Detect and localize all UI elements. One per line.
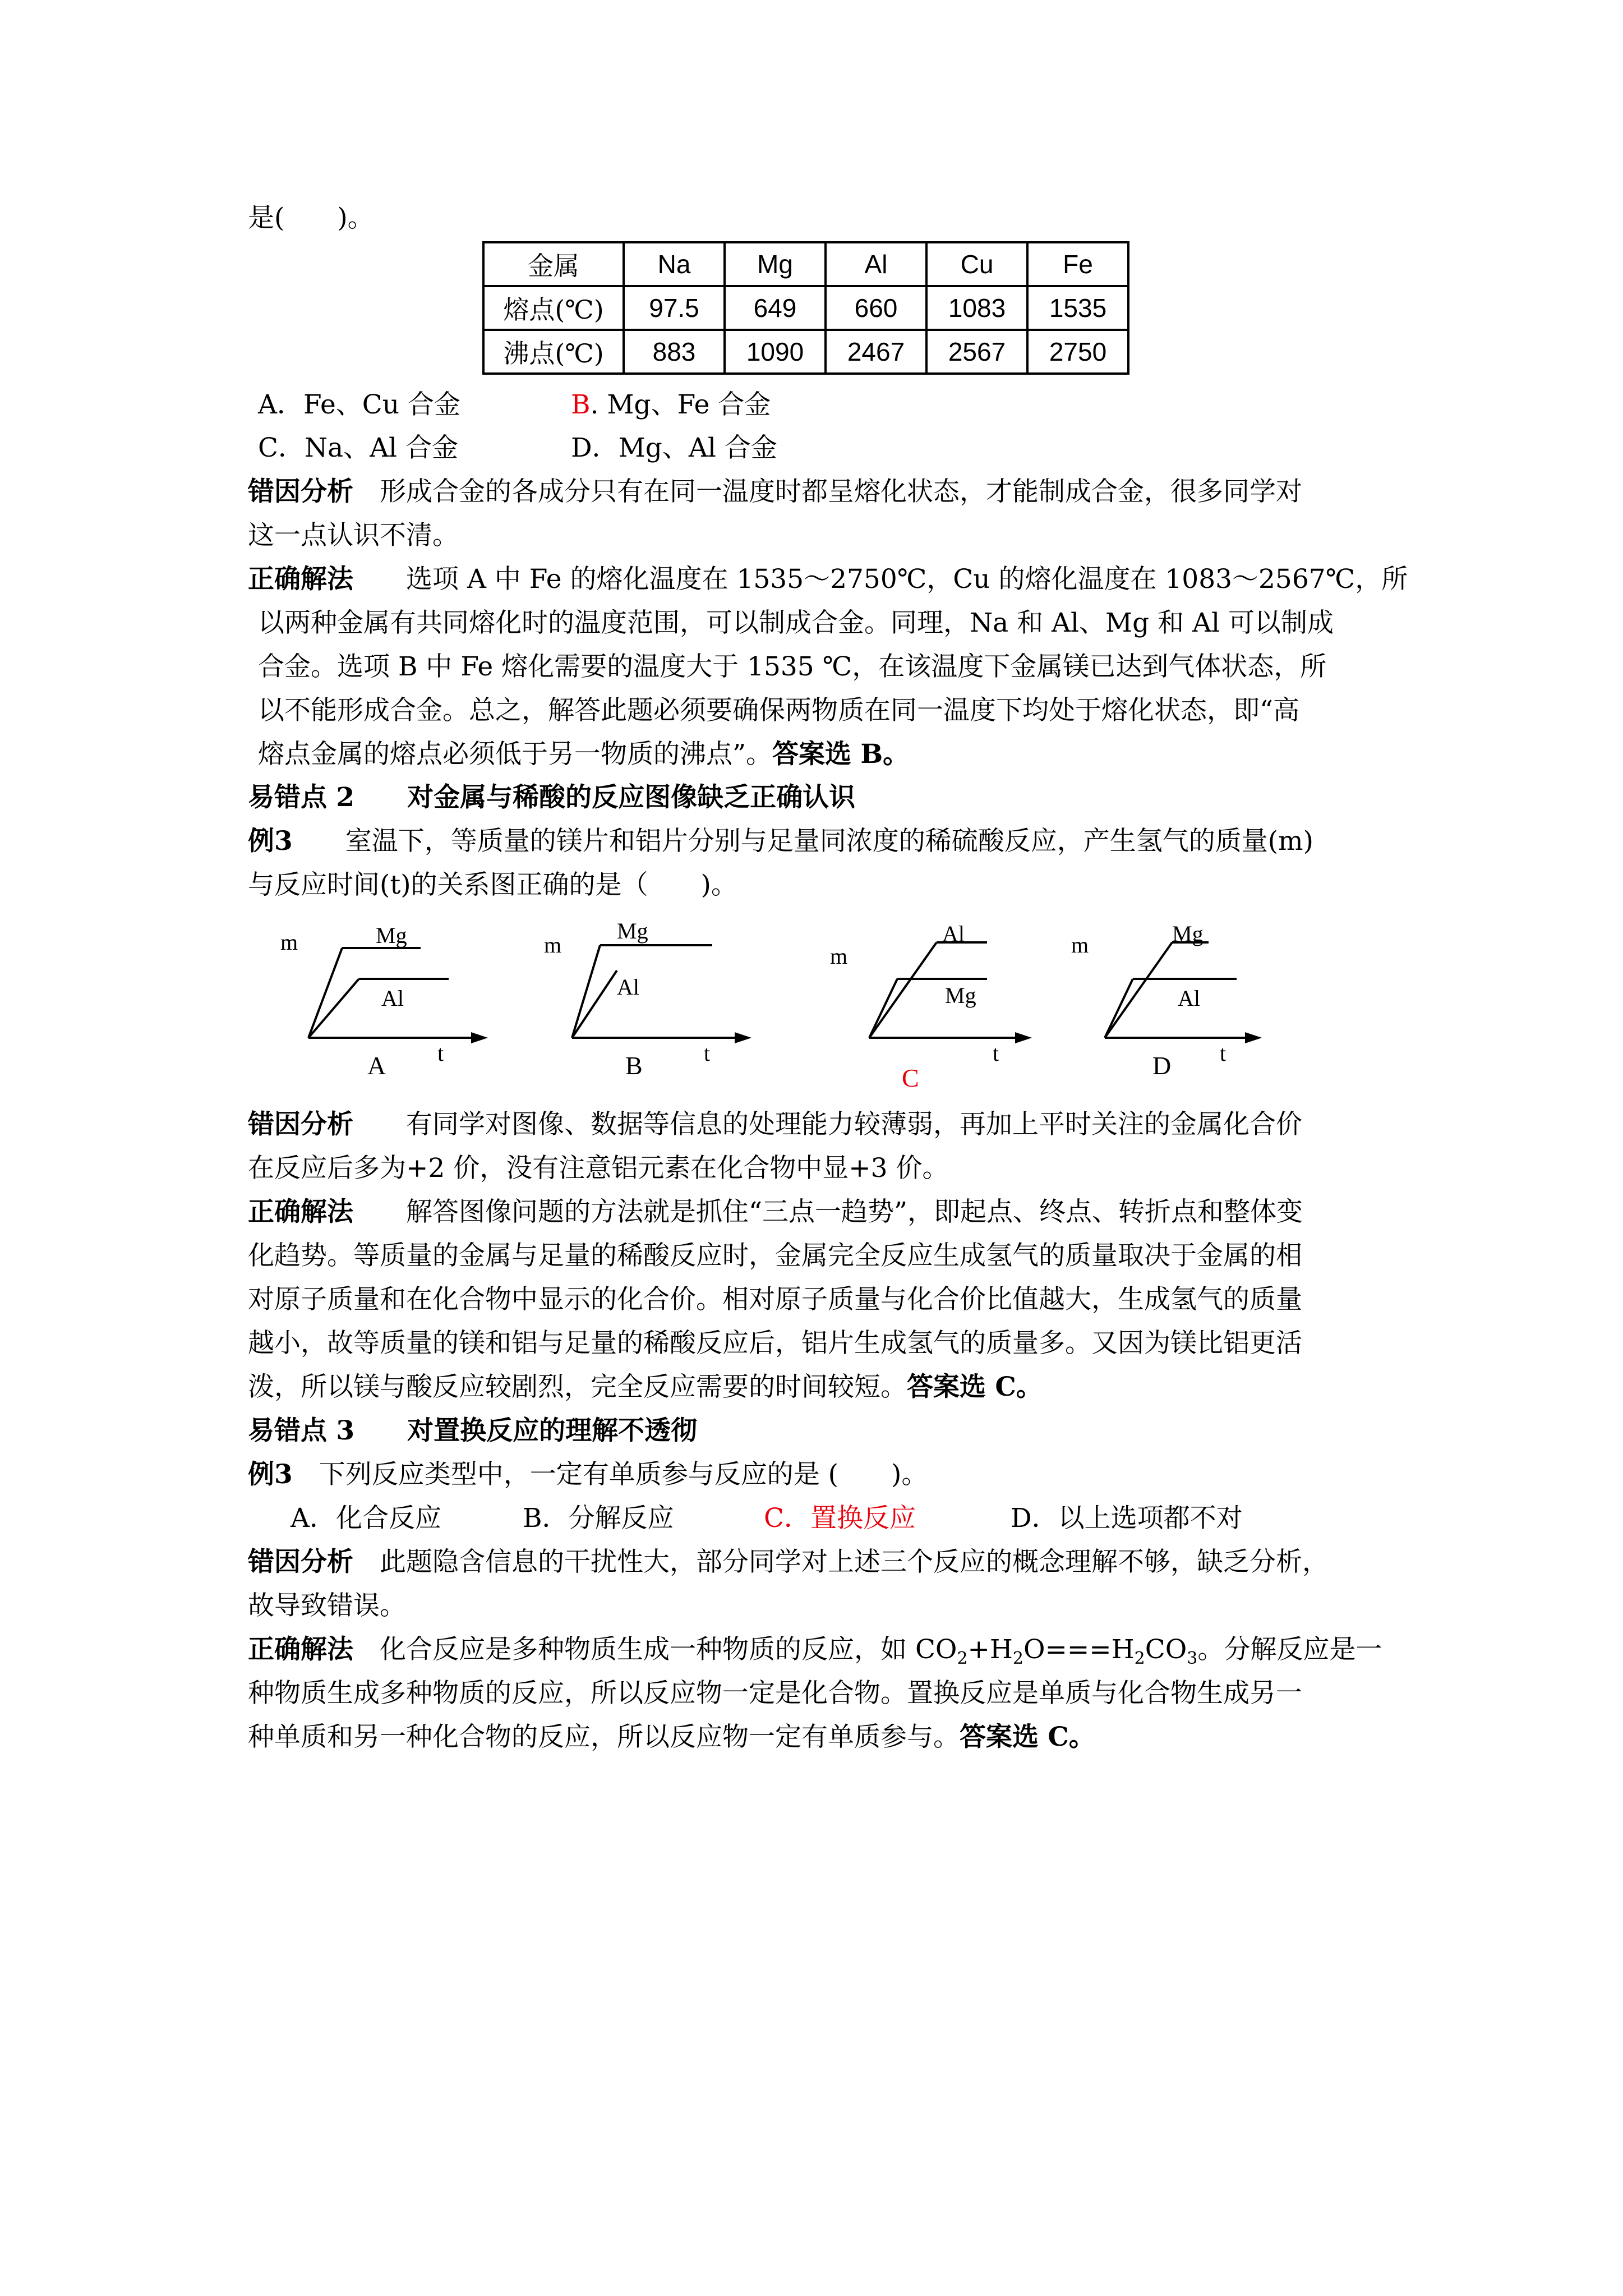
error-point-3-heading: 易错点 3 对置换反应的理解不透彻 <box>248 1415 698 1446</box>
table-cell: Al <box>826 242 926 286</box>
table-cell: Na <box>624 242 725 286</box>
solution-text: +H <box>967 1634 1013 1665</box>
mg-curve <box>308 948 342 1038</box>
solution-text: 种物质生成多种物质的反应，所以反应物一定是化合物。置换反应是单质与化合物生成另一 <box>248 1678 1302 1709</box>
solution-label: 正确解法 <box>248 1634 353 1665</box>
graph-letter: D <box>1152 1051 1172 1080</box>
solution-text: 解答图像问题的方法就是抓住“三点一趋势”，即起点、终点、转折点和整体变 <box>353 1197 1303 1227</box>
subscript: 2 <box>957 1649 968 1668</box>
solution-text: 以两种金属有共同熔化时的温度范围，可以制成合金。同理，Na 和 Al、Mg 和 Al 可以制成 <box>258 608 1334 638</box>
m-axis-label: m <box>1071 932 1089 958</box>
error-text: 故导致错误。 <box>248 1590 406 1621</box>
graph-letter-correct: C <box>902 1064 919 1092</box>
graph-b <box>533 909 780 1099</box>
mg-curve <box>572 945 600 1038</box>
t-axis-label: t <box>704 1041 711 1066</box>
solution-text: 。分解反应是一 <box>1197 1634 1382 1665</box>
q1-error-analysis <box>248 470 1414 558</box>
answer-text: 答案选 B。 <box>772 739 910 770</box>
solution-text: 合金。选项 B 中 Fe 熔化需要的温度大于 1535 ℃，在该温度下金属镁已达到气体状态，所 <box>258 651 1327 682</box>
t-axis-label: t <box>993 1041 999 1066</box>
upper-curve-label: Mg <box>617 918 648 944</box>
error-label: 错因分析 <box>248 476 353 507</box>
solution-text: 以不能形成合金。总之，解答此题必须要确保两物质在同一温度下均处于熔化状态，即“高 <box>258 695 1300 726</box>
solution-text: 熔点金属的熔点必须低于另一物质的沸点”。 <box>258 739 773 770</box>
graph-letter: B <box>625 1051 643 1080</box>
option-c: C．Na、Al 合金 <box>258 432 459 463</box>
solution-text: 选项 A 中 Fe 的熔化温度在 1535～2750℃，Cu 的熔化温度在 1083～2567℃，所 <box>353 564 1408 595</box>
option-a: A．化合反应 <box>291 1503 441 1534</box>
solution-text: 化趋势。等质量的金属与足量的稀酸反应时，金属完全反应生成氢气的质量取决于金属的相 <box>248 1240 1302 1271</box>
error-text: 有同学对图像、数据等信息的处理能力较薄弱，再加上平时关注的金属化合价 <box>353 1109 1302 1140</box>
reaction-graphs <box>264 909 1318 1099</box>
m-axis-label: m <box>544 932 562 958</box>
example-label: 例3 <box>248 826 293 857</box>
q2-correct-solution <box>248 1190 1414 1409</box>
al-curve <box>869 942 937 1038</box>
table-cell: 2750 <box>1027 330 1128 374</box>
al-curve <box>1105 979 1133 1038</box>
solution-text: O===H <box>1023 1634 1135 1665</box>
q1-correct-solution <box>248 558 1414 776</box>
example-3-question <box>248 820 1414 907</box>
table-header-row <box>483 242 1128 286</box>
table-cell: 649 <box>725 286 826 330</box>
table-cell: 2567 <box>926 330 1027 374</box>
intro-line: 是( )。 <box>248 203 374 233</box>
mg-curve <box>869 979 897 1038</box>
graph-c <box>819 909 1066 1099</box>
axis-arrow-icon <box>735 1032 751 1043</box>
error-label: 错因分析 <box>248 1547 353 1577</box>
option-b-text: . Mg、Fe 合金 <box>590 389 771 420</box>
subscript: 2 <box>1134 1649 1145 1668</box>
graph-a <box>264 909 510 1099</box>
solution-text: CO <box>1145 1634 1187 1665</box>
option-c-correct: C．置换反应 <box>764 1503 916 1534</box>
table-cell: 660 <box>826 286 926 330</box>
solution-text: 对原子质量和在化合物中显示的化合价。相对原子质量与化合价比值越大，生成氢气的质量 <box>248 1284 1302 1315</box>
error-point-2-heading: 易错点 2 对金属与稀酸的反应图像缺乏正确认识 <box>248 782 856 813</box>
option-b-letter: B <box>571 389 591 420</box>
al-curve <box>572 970 617 1038</box>
table-cell: Cu <box>926 242 1027 286</box>
option-d: D．以上选项都不对 <box>1011 1503 1243 1534</box>
table-cell: 熔点(℃) <box>483 286 624 330</box>
option-d: D．Mg、Al 合金 <box>571 432 777 463</box>
answer-text: 答案选 C。 <box>907 1372 1043 1402</box>
solution-text: 越小，故等质量的镁和铝与足量的稀酸反应后，铝片生成氢气的质量多。又因为镁比铝更活 <box>248 1328 1302 1359</box>
t-axis-label: t <box>437 1041 444 1066</box>
solution-label: 正确解法 <box>248 564 353 595</box>
question-text: 下列反应类型中，一定有单质参与反应的是 ( )。 <box>292 1459 928 1490</box>
solution-text: 化合反应是多种物质生成一种物质的反应，如 CO <box>353 1634 957 1665</box>
table-cell: 1083 <box>926 286 1027 330</box>
axis-arrow-icon <box>1245 1032 1262 1043</box>
error-label: 错因分析 <box>248 1109 353 1140</box>
lower-curve-label: Al <box>381 986 404 1011</box>
option-b <box>571 383 771 427</box>
option-b: B．分解反应 <box>523 1503 674 1534</box>
mg-curve <box>1105 942 1172 1038</box>
q3-error-analysis <box>248 1540 1414 1628</box>
solution-label: 正确解法 <box>248 1197 353 1227</box>
q1-options-row1 <box>248 383 1414 427</box>
lower-curve-label: Mg <box>945 983 976 1008</box>
q2-error-analysis <box>248 1103 1414 1190</box>
table-cell: 97.5 <box>624 286 725 330</box>
question-text: 室温下，等质量的镁片和铝片分别与足量同浓度的稀硫酸反应，产生氢气的质量(m) <box>292 826 1313 857</box>
t-axis-label: t <box>1220 1041 1227 1066</box>
table-cell: 沸点(℃) <box>483 330 624 374</box>
subscript: 3 <box>1187 1649 1198 1668</box>
graph-b-plot <box>533 909 780 1099</box>
m-axis-label: m <box>830 944 848 969</box>
graph-d <box>1066 909 1312 1099</box>
error-text: 此题隐含信息的干扰性大，部分同学对上述三个反应的概念理解不够，缺乏分析， <box>353 1547 1329 1577</box>
table-cell: Mg <box>725 242 826 286</box>
error-text: 在反应后多为+2 价，没有注意铝元素在化合物中显+3 价。 <box>248 1153 949 1184</box>
question-text: 与反应时间(t)的关系图正确的是（ )。 <box>248 869 737 900</box>
table-row <box>483 286 1128 330</box>
upper-curve-label: Mg <box>1172 921 1204 946</box>
lower-curve-label: Al <box>617 974 639 1000</box>
table-cell: Fe <box>1027 242 1128 286</box>
error-text: 形成合金的各成分只有在同一温度时都呈熔化状态，才能制成合金，很多同学对 <box>353 476 1302 507</box>
solution-text: 种单质和另一种化合物的反应，所以反应物一定有单质参与。 <box>248 1722 960 1752</box>
table-cell: 1535 <box>1027 286 1128 330</box>
example-3b-question <box>248 1453 1414 1497</box>
metal-properties-table <box>482 241 1129 375</box>
solution-text: 泼，所以镁与酸反应较剧烈，完全反应需要的时间较短。 <box>248 1372 907 1402</box>
axis-arrow-icon <box>1015 1032 1032 1043</box>
lower-curve-label: Al <box>1178 986 1200 1011</box>
table-cell: 1090 <box>725 330 826 374</box>
table-cell: 2467 <box>826 330 926 374</box>
al-curve <box>308 979 359 1038</box>
q3-correct-solution <box>248 1628 1414 1759</box>
table-row <box>483 330 1128 374</box>
answer-text: 答案选 C。 <box>960 1722 1095 1752</box>
upper-curve-label: Al <box>942 921 965 946</box>
graph-letter: A <box>367 1051 386 1080</box>
q1-options-row2 <box>248 426 1414 470</box>
subscript: 2 <box>1012 1649 1023 1668</box>
example-label: 例3 <box>248 1459 293 1490</box>
table-cell: 金属 <box>483 242 624 286</box>
axis-arrow-icon <box>471 1032 488 1043</box>
upper-curve-label: Mg <box>376 923 407 948</box>
error-text: 这一点认识不清。 <box>248 520 459 551</box>
m-axis-label: m <box>280 930 298 955</box>
table-cell: 883 <box>624 330 725 374</box>
option-a: A．Fe、Cu 合金 <box>258 389 460 420</box>
